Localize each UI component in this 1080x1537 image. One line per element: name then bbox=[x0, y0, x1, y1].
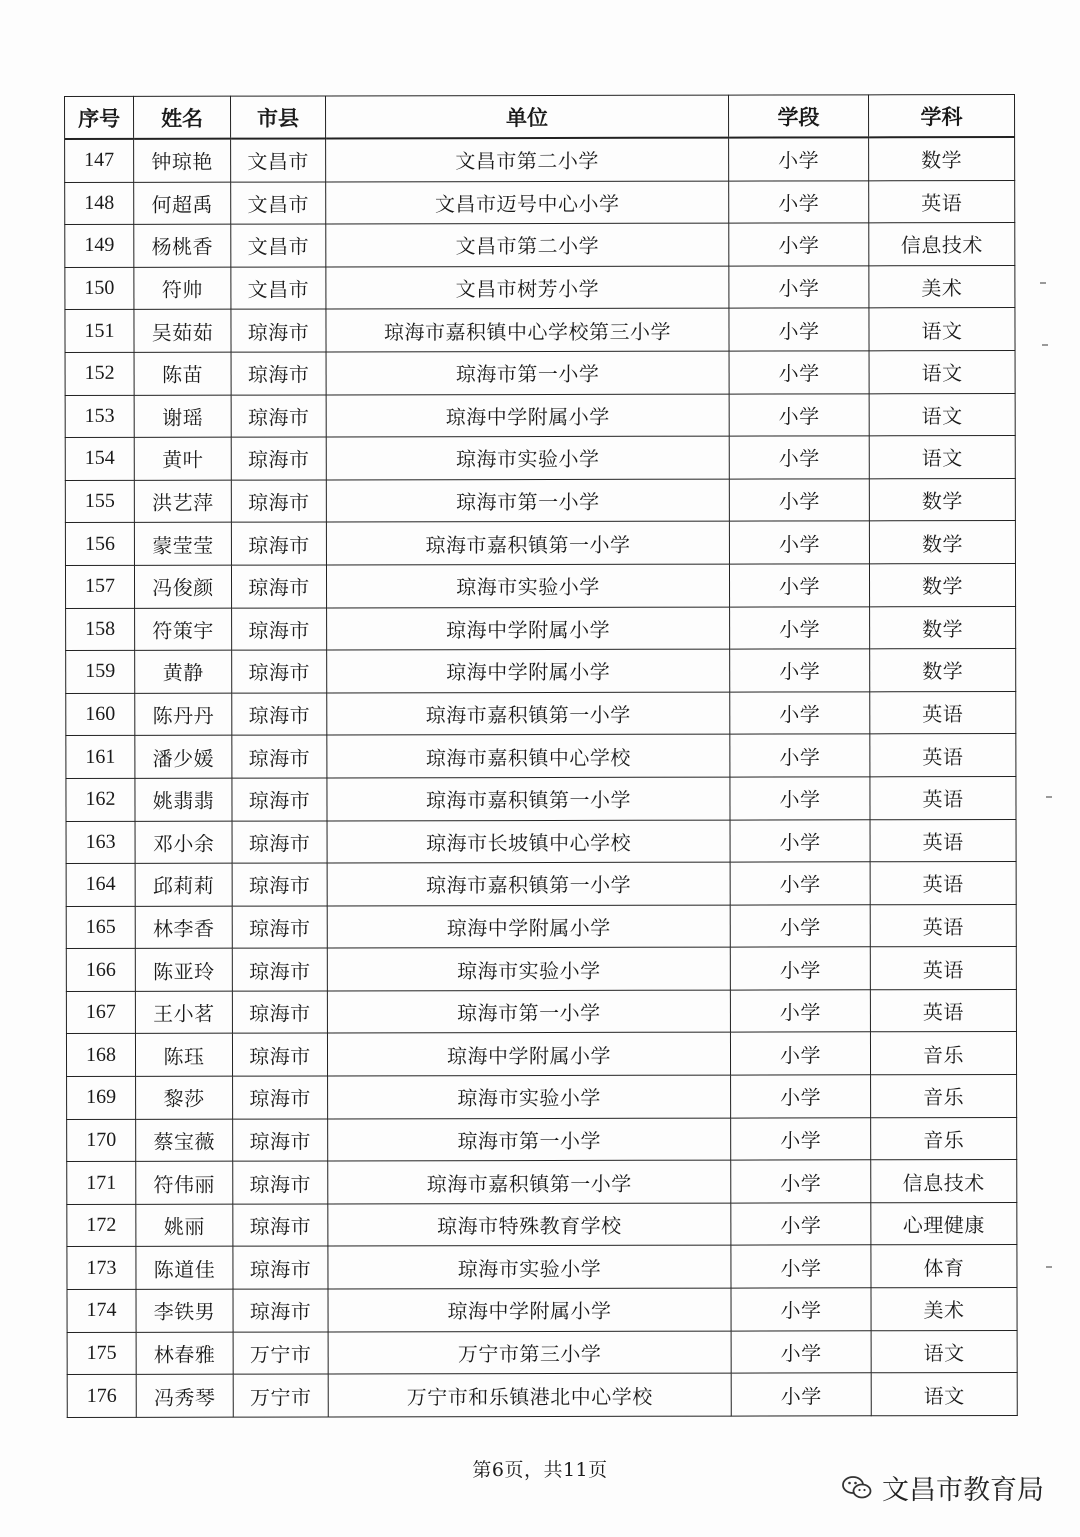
cell-name: 符策宇 bbox=[135, 608, 232, 651]
table-row bbox=[67, 1330, 1017, 1375]
cell-unit: 万宁市第三小学 bbox=[328, 1331, 731, 1374]
cell-subject: 音乐 bbox=[871, 1117, 1017, 1160]
cell-serial: 153 bbox=[65, 395, 134, 438]
cell-city: 琼海市 bbox=[232, 991, 327, 1034]
cell-serial: 160 bbox=[66, 693, 135, 736]
cell-unit: 琼海中学附属小学 bbox=[327, 1033, 730, 1076]
table-row bbox=[67, 1075, 1017, 1120]
cell-city: 万宁市 bbox=[233, 1374, 328, 1417]
cell-serial: 167 bbox=[66, 991, 135, 1034]
cell-serial: 148 bbox=[65, 182, 134, 225]
cell-city: 琼海市 bbox=[231, 395, 326, 438]
cell-subject: 语文 bbox=[871, 1330, 1017, 1373]
cell-school-level: 小学 bbox=[729, 308, 869, 351]
cell-subject: 语文 bbox=[871, 1373, 1017, 1416]
cell-city: 琼海市 bbox=[232, 820, 327, 863]
table-row bbox=[66, 776, 1016, 821]
cell-name: 陈珏 bbox=[135, 1034, 232, 1077]
cell-school-level: 小学 bbox=[730, 947, 870, 990]
cell-school-level: 小学 bbox=[731, 1330, 871, 1373]
cell-school-level: 小学 bbox=[731, 1075, 871, 1118]
cell-name: 陈丹丹 bbox=[135, 693, 232, 736]
table-row bbox=[65, 308, 1015, 353]
cell-school-level: 小学 bbox=[729, 180, 869, 223]
cell-city: 文昌市 bbox=[231, 182, 326, 225]
table-row bbox=[65, 350, 1015, 395]
table-row bbox=[66, 862, 1016, 907]
watermark-text: 文昌市教育局 bbox=[882, 1475, 1044, 1506]
cell-subject: 语文 bbox=[869, 350, 1015, 393]
cell-serial: 156 bbox=[65, 523, 134, 566]
cell-school-level: 小学 bbox=[729, 351, 869, 394]
cell-school-level: 小学 bbox=[730, 819, 870, 862]
cell-subject: 数学 bbox=[869, 478, 1015, 521]
cell-subject: 数学 bbox=[869, 563, 1015, 606]
cell-serial: 171 bbox=[67, 1162, 136, 1205]
cell-name: 蒙莹莹 bbox=[134, 522, 231, 565]
cell-city: 万宁市 bbox=[233, 1332, 328, 1375]
cell-unit: 文昌市第二小学 bbox=[326, 223, 729, 266]
cell-unit: 文昌市树芳小学 bbox=[326, 266, 729, 309]
cell-city: 琼海市 bbox=[232, 693, 327, 736]
cell-school-level: 小学 bbox=[729, 564, 869, 607]
cell-city: 琼海市 bbox=[231, 480, 326, 523]
cell-unit: 琼海中学附属小学 bbox=[327, 649, 730, 692]
header-school-level: 学段 bbox=[728, 95, 868, 138]
table-row bbox=[67, 1288, 1017, 1333]
cell-name: 黄叶 bbox=[134, 437, 231, 480]
cell-serial: 163 bbox=[66, 821, 135, 864]
header-unit: 单位 bbox=[326, 95, 729, 138]
cell-name: 黄静 bbox=[135, 650, 232, 693]
cell-name: 洪艺萍 bbox=[134, 480, 231, 523]
cell-unit: 琼海市第一小学 bbox=[326, 351, 729, 394]
cell-subject: 英语 bbox=[870, 691, 1016, 734]
table-row bbox=[66, 904, 1016, 949]
cell-subject: 心理健康 bbox=[871, 1202, 1017, 1245]
cell-subject: 语文 bbox=[869, 308, 1015, 351]
cell-unit: 琼海市嘉积镇第一小学 bbox=[328, 1160, 731, 1203]
cell-city: 文昌市 bbox=[231, 224, 326, 267]
cell-unit: 琼海市嘉积镇第一小学 bbox=[327, 862, 730, 905]
table-row bbox=[66, 606, 1016, 651]
cell-serial: 161 bbox=[66, 736, 135, 779]
cell-name: 姚丽 bbox=[136, 1204, 233, 1247]
cell-serial: 152 bbox=[65, 352, 134, 395]
header-name: 姓名 bbox=[134, 96, 231, 139]
cell-unit: 琼海市实验小学 bbox=[328, 1246, 731, 1289]
cell-subject: 英语 bbox=[870, 819, 1016, 862]
page-number: 第6页，共11页 bbox=[472, 1459, 608, 1481]
cell-school-level: 小学 bbox=[730, 777, 870, 820]
cell-unit: 琼海市嘉积镇中心学校第三小学 bbox=[326, 308, 729, 351]
cell-serial: 151 bbox=[65, 310, 134, 353]
cell-school-level: 小学 bbox=[729, 521, 869, 564]
table-row bbox=[67, 1245, 1017, 1290]
cell-name: 陈亚玲 bbox=[135, 948, 232, 991]
cell-serial: 147 bbox=[65, 139, 134, 182]
cell-name: 姚翡翡 bbox=[135, 778, 232, 821]
table-row bbox=[66, 1032, 1016, 1077]
cell-name: 林李香 bbox=[135, 906, 232, 949]
table-row bbox=[65, 563, 1015, 608]
cell-city: 琼海市 bbox=[233, 1119, 328, 1162]
cell-unit: 琼海市第一小学 bbox=[326, 479, 729, 522]
teacher-roster-table bbox=[64, 94, 1018, 1418]
cell-city: 琼海市 bbox=[232, 650, 327, 693]
cell-serial: 172 bbox=[67, 1204, 136, 1247]
header-serial: 序号 bbox=[65, 96, 134, 139]
table-row bbox=[66, 734, 1016, 779]
cell-name: 邓小余 bbox=[135, 821, 232, 864]
table-row bbox=[65, 478, 1015, 523]
cell-name: 谢瑶 bbox=[134, 395, 231, 438]
cell-name: 吴茹茹 bbox=[134, 310, 231, 353]
table-row bbox=[66, 947, 1016, 992]
cell-school-level: 小学 bbox=[730, 692, 870, 735]
cell-school-level: 小学 bbox=[730, 734, 870, 777]
cell-serial: 173 bbox=[67, 1247, 136, 1290]
cell-unit: 琼海市实验小学 bbox=[326, 564, 729, 607]
cell-school-level: 小学 bbox=[729, 393, 869, 436]
cell-unit: 文昌市迈号中心小学 bbox=[326, 181, 729, 224]
cell-subject: 英语 bbox=[869, 180, 1015, 223]
cell-serial: 175 bbox=[67, 1332, 136, 1375]
table-row bbox=[65, 137, 1015, 182]
cell-unit: 琼海市实验小学 bbox=[326, 436, 729, 479]
cell-serial: 162 bbox=[66, 778, 135, 821]
header-subject: 学科 bbox=[868, 95, 1014, 138]
cell-school-level: 小学 bbox=[729, 137, 869, 180]
cell-unit: 琼海市实验小学 bbox=[328, 1075, 731, 1118]
cell-unit: 琼海市嘉积镇第一小学 bbox=[326, 521, 729, 564]
cell-school-level: 小学 bbox=[731, 1373, 871, 1416]
cell-subject: 英语 bbox=[870, 862, 1016, 905]
cell-serial: 149 bbox=[65, 225, 134, 268]
cell-serial: 154 bbox=[65, 438, 134, 481]
table-row bbox=[66, 649, 1016, 694]
table-row bbox=[65, 223, 1015, 268]
cell-serial: 174 bbox=[67, 1289, 136, 1332]
cell-school-level: 小学 bbox=[730, 606, 870, 649]
table-row bbox=[67, 1117, 1017, 1162]
cell-school-level: 小学 bbox=[729, 436, 869, 479]
cell-subject: 音乐 bbox=[871, 1075, 1017, 1118]
cell-city: 琼海市 bbox=[231, 565, 326, 608]
cell-school-level: 小学 bbox=[731, 1117, 871, 1160]
cell-unit: 琼海市第一小学 bbox=[328, 1118, 731, 1161]
cell-school-level: 小学 bbox=[731, 1203, 871, 1246]
table-row bbox=[67, 1202, 1017, 1247]
cell-unit: 琼海中学附属小学 bbox=[327, 607, 730, 650]
cell-subject: 信息技术 bbox=[869, 223, 1015, 266]
cell-city: 琼海市 bbox=[231, 309, 326, 352]
cell-subject: 语文 bbox=[869, 393, 1015, 436]
cell-city: 琼海市 bbox=[233, 1289, 328, 1332]
cell-unit: 琼海中学附属小学 bbox=[328, 1288, 731, 1331]
cell-subject: 美术 bbox=[869, 265, 1015, 308]
cell-city: 琼海市 bbox=[231, 437, 326, 480]
cell-unit: 万宁市和乐镇港北中心学校 bbox=[328, 1373, 731, 1416]
cell-unit: 琼海市第一小学 bbox=[327, 990, 730, 1033]
cell-school-level: 小学 bbox=[730, 1032, 870, 1075]
cell-subject: 英语 bbox=[870, 776, 1016, 819]
cell-name: 杨桃香 bbox=[134, 224, 231, 267]
cell-school-level: 小学 bbox=[730, 649, 870, 692]
cell-city: 琼海市 bbox=[231, 352, 326, 395]
cell-city: 琼海市 bbox=[232, 607, 327, 650]
scan-speck bbox=[1042, 344, 1048, 346]
cell-subject: 美术 bbox=[871, 1288, 1017, 1331]
cell-school-level: 小学 bbox=[730, 905, 870, 948]
cell-unit: 琼海中学附属小学 bbox=[327, 905, 730, 948]
cell-school-level: 小学 bbox=[729, 266, 869, 309]
table-row bbox=[66, 819, 1016, 864]
table-body bbox=[65, 137, 1018, 1417]
cell-school-level: 小学 bbox=[730, 862, 870, 905]
cell-city: 琼海市 bbox=[233, 1246, 328, 1289]
cell-subject: 信息技术 bbox=[871, 1160, 1017, 1203]
cell-name: 李铁男 bbox=[136, 1289, 233, 1332]
cell-city: 琼海市 bbox=[232, 948, 327, 991]
cell-subject: 数学 bbox=[870, 606, 1016, 649]
cell-unit: 琼海市嘉积镇第一小学 bbox=[327, 777, 730, 820]
cell-subject: 语文 bbox=[869, 436, 1015, 479]
cell-subject: 英语 bbox=[870, 904, 1016, 947]
cell-city: 琼海市 bbox=[232, 778, 327, 821]
cell-serial: 165 bbox=[66, 906, 135, 949]
cell-name: 钟琼艳 bbox=[134, 139, 231, 182]
cell-name: 潘少媛 bbox=[135, 735, 232, 778]
cell-unit: 琼海市实验小学 bbox=[327, 947, 730, 990]
table-row bbox=[65, 521, 1015, 566]
cell-serial: 159 bbox=[66, 650, 135, 693]
cell-city: 文昌市 bbox=[231, 267, 326, 310]
cell-subject: 英语 bbox=[870, 989, 1016, 1032]
cell-serial: 169 bbox=[67, 1076, 136, 1119]
table-row bbox=[67, 1160, 1017, 1205]
wechat-icon bbox=[842, 1475, 872, 1501]
scan-speck bbox=[1046, 1266, 1052, 1268]
cell-subject: 英语 bbox=[870, 947, 1016, 990]
cell-name: 陈道佳 bbox=[136, 1247, 233, 1290]
cell-unit: 琼海市嘉积镇中心学校 bbox=[327, 734, 730, 777]
table-row bbox=[66, 691, 1016, 736]
cell-school-level: 小学 bbox=[731, 1160, 871, 1203]
cell-name: 邱莉莉 bbox=[135, 863, 232, 906]
scan-speck bbox=[1040, 282, 1046, 284]
cell-unit: 文昌市第二小学 bbox=[326, 138, 729, 182]
cell-subject: 数学 bbox=[869, 521, 1015, 564]
cell-city: 琼海市 bbox=[233, 1204, 328, 1247]
cell-unit: 琼海中学附属小学 bbox=[326, 394, 729, 437]
cell-city: 琼海市 bbox=[232, 735, 327, 778]
cell-school-level: 小学 bbox=[729, 223, 869, 266]
table-row bbox=[65, 393, 1015, 438]
account-watermark bbox=[842, 1468, 1044, 1507]
cell-subject: 英语 bbox=[870, 734, 1016, 777]
cell-serial: 168 bbox=[66, 1034, 135, 1077]
cell-name: 林春雅 bbox=[136, 1332, 233, 1375]
cell-city: 琼海市 bbox=[232, 1033, 327, 1076]
table-row bbox=[65, 436, 1015, 481]
cell-subject: 数学 bbox=[870, 649, 1016, 692]
cell-school-level: 小学 bbox=[729, 479, 869, 522]
cell-city: 琼海市 bbox=[232, 863, 327, 906]
cell-serial: 170 bbox=[67, 1119, 136, 1162]
cell-name: 冯俊颜 bbox=[134, 565, 231, 608]
cell-serial: 150 bbox=[65, 267, 134, 310]
cell-name: 蔡宝薇 bbox=[136, 1119, 233, 1162]
cell-school-level: 小学 bbox=[730, 990, 870, 1033]
table-row bbox=[67, 1373, 1017, 1418]
cell-city: 文昌市 bbox=[231, 138, 326, 181]
cell-school-level: 小学 bbox=[731, 1288, 871, 1331]
cell-serial: 157 bbox=[65, 565, 134, 608]
table-header-row bbox=[65, 95, 1015, 139]
table-row bbox=[65, 180, 1015, 225]
cell-serial: 155 bbox=[65, 480, 134, 523]
cell-serial: 166 bbox=[66, 949, 135, 992]
cell-unit: 琼海市嘉积镇第一小学 bbox=[327, 692, 730, 735]
cell-city: 琼海市 bbox=[231, 522, 326, 565]
cell-serial: 164 bbox=[66, 863, 135, 906]
header-city: 市县 bbox=[231, 96, 326, 139]
cell-city: 琼海市 bbox=[233, 1161, 328, 1204]
cell-serial: 158 bbox=[66, 608, 135, 651]
cell-city: 琼海市 bbox=[232, 906, 327, 949]
cell-school-level: 小学 bbox=[731, 1245, 871, 1288]
cell-subject: 音乐 bbox=[870, 1032, 1016, 1075]
cell-name: 何超禹 bbox=[134, 182, 231, 225]
cell-subject: 体育 bbox=[871, 1245, 1017, 1288]
cell-name: 符帅 bbox=[134, 267, 231, 310]
cell-name: 陈苗 bbox=[134, 352, 231, 395]
cell-city: 琼海市 bbox=[233, 1076, 328, 1119]
cell-name: 黎莎 bbox=[136, 1076, 233, 1119]
cell-serial: 176 bbox=[67, 1375, 136, 1418]
table-row bbox=[65, 265, 1015, 310]
cell-unit: 琼海市特殊教育学校 bbox=[328, 1203, 731, 1246]
cell-unit: 琼海市长坡镇中心学校 bbox=[327, 820, 730, 863]
cell-subject: 数学 bbox=[869, 137, 1015, 180]
table-row bbox=[66, 989, 1016, 1034]
cell-name: 符伟丽 bbox=[136, 1161, 233, 1204]
cell-name: 冯秀琴 bbox=[136, 1374, 233, 1417]
scan-speck bbox=[1046, 796, 1052, 798]
cell-name: 王小茗 bbox=[135, 991, 232, 1034]
